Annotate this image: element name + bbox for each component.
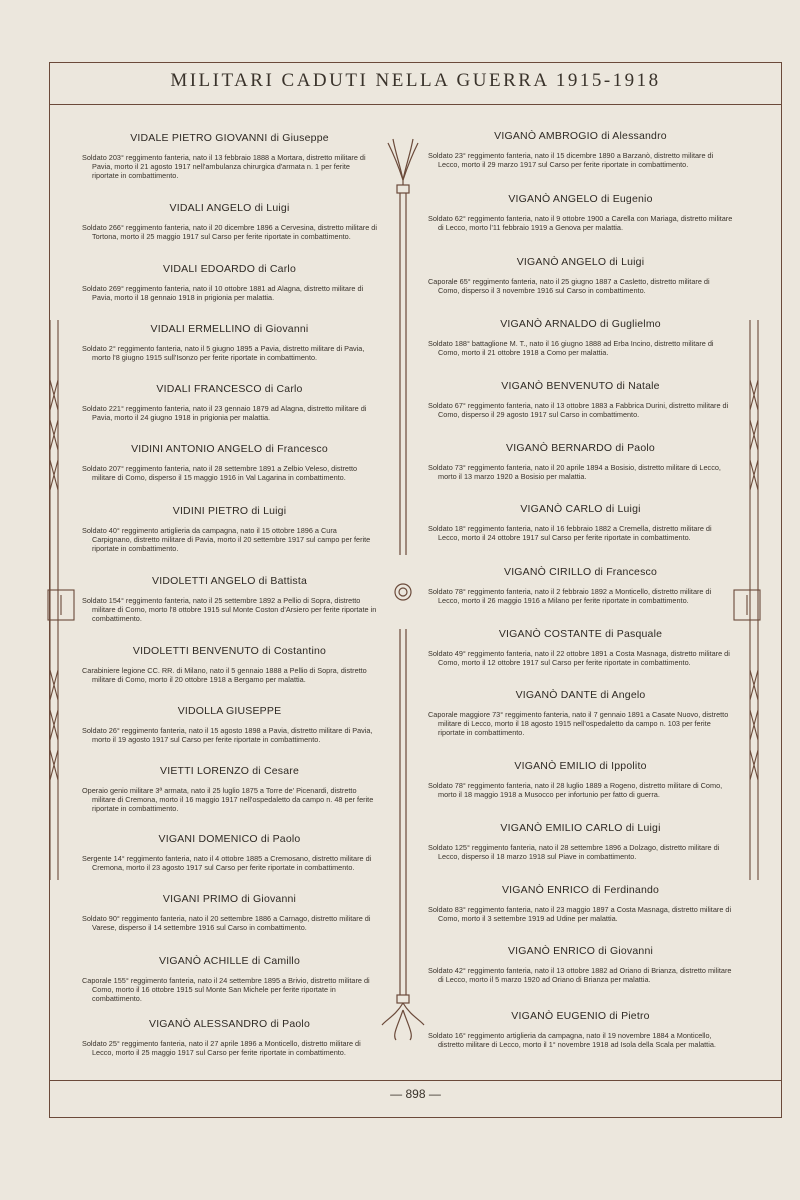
header-rule <box>49 104 782 105</box>
entry-text: Caporale 65° reggimento fanteria, nato il 25 giugno 1887 a Casletto, distretto militare di Como, disperso il 3 novembre 1916 sul Carso in combattimento. <box>428 277 710 296</box>
page-title: MILITARI CADUTI NELLA GUERRA 1915-1918 <box>170 70 661 91</box>
entry-name: VIETTI LORENZO di Cesare <box>160 765 299 777</box>
entry <box>428 689 733 738</box>
entry <box>82 443 377 482</box>
entry <box>428 822 733 861</box>
entry <box>82 202 377 241</box>
entry <box>428 628 733 667</box>
entry-text: Soldato 207° reggimento fanteria, nato il 28 settembre 1891 a Zelbio Veleso, distretto militare di Como, disperso il 15 maggio 1916 in Val Lagarina in combattimento. <box>82 464 358 483</box>
entry-text: Soldato 49° reggimento fanteria, nato il 22 ottobre 1891 a Costa Masnaga, distretto militare di Como, morto il 12 ottobre 1917 sul Carso per ferite riportate in combattimento. <box>428 649 730 668</box>
entry <box>428 945 733 984</box>
right-ornament-column <box>730 320 772 880</box>
entry <box>428 566 733 605</box>
entry <box>82 575 377 624</box>
entry-name: VIDALI ANGELO di Luigi <box>169 202 290 214</box>
entry-name: VIDALI ERMELLINO di Giovanni <box>150 323 309 335</box>
entry-text: Soldato 62° reggimento fanteria, nato il 9 ottobre 1900 a Carella con Mariaga, distretto militare di Lecco, morto l'11 febbraio 1919 a Genova per malattia. <box>428 214 733 233</box>
entry-name: VIGANÒ AMBROGIO di Alessandro <box>494 130 667 142</box>
entry-text: Soldato 73° reggimento fanteria, nato il 20 aprile 1894 a Bosisio, distretto militare di Lecco, morto il 13 marzo 1920 a Bosisio per malattia. <box>428 463 721 482</box>
entry-text: Soldato 42° reggimento fanteria, nato il 13 ottobre 1882 ad Oriano di Brianza, distretto militare di Lecco, morto il 5 marzo 1920 ad Oriano di Brianza per malattia. <box>428 966 732 985</box>
entry-name: VIGANÒ EMILIO di Ippolito <box>514 760 647 772</box>
entry-name: VIGANÒ ACHILLE di Camillo <box>159 955 300 967</box>
entry-name: VIGANÒ ENRICO di Ferdinando <box>501 884 660 896</box>
entry-name: VIGANÒ BERNARDO di Paolo <box>506 442 655 454</box>
entry-text: Soldato 16° reggimento artiglieria da campagna, nato il 19 novembre 1884 a Monticello, distretto militare di Lecco, morto il 1° novembre 1918 ad Isola della Scala per malattia. <box>428 1031 716 1050</box>
entry-name: VIGANÒ CARLO di Luigi <box>520 503 641 515</box>
entry-name: VIGANI PRIMO di Giovanni <box>162 893 297 905</box>
entry <box>82 1018 377 1057</box>
entry <box>428 442 733 481</box>
entry <box>428 130 733 169</box>
entry-name: VIDOLETTI BENVENUTO di Costantino <box>132 645 327 657</box>
entry-text: Soldato 23° reggimento fanteria, nato il 15 dicembre 1890 a Barzanò, distretto militare di Lecco, morto il 29 marzo 1917 sul Carso per ferite riportate in combattimento. <box>428 151 714 170</box>
entry-text: Soldato 18° reggimento fanteria, nato il 16 febbraio 1882 a Cremella, distretto militare di Lecco, morto il 24 ottobre 1917 sul Carso per ferite riportate in combattimento. <box>428 524 712 543</box>
entry-text: Soldato 25° reggimento fanteria, nato il 27 aprile 1896 a Monticello, distretto militare di Lecco, morto il 25 maggio 1917 sul Carso per ferite riportate in combattimento. <box>82 1039 361 1058</box>
entry-text: Soldato 2° reggimento fanteria, nato il 5 giugno 1895 a Pavia, distretto militare di Pavia, morto l'8 giugno 1915 sull'Isonzo per ferite riportate in combattimento. <box>82 344 365 363</box>
entry <box>428 193 733 232</box>
entry <box>82 705 377 744</box>
entry-text: Soldato 203° reggimento fanteria, nato il 13 febbraio 1888 a Mortara, distretto militare di Pavia, morto il 21 agosto 1917 nell'ambulanza chirurgica d'armata n. 1 per ferite riportate in combattimento. <box>82 153 366 181</box>
footer-rule-top <box>49 1080 782 1081</box>
entry-name: VIGANI DOMENICO di Paolo <box>158 833 301 845</box>
entry-text: Operaio genio militare 3ª armata, nato il 25 luglio 1875 a Torre de' Picenardi, distretto militare di Cremona, morto il 16 maggio 1917 nell'ospedaletto da campo n. 48 per ferite riportate in combattimento. <box>82 786 374 814</box>
entry <box>428 256 733 295</box>
entry-text: Sergente 14° reggimento fanteria, nato il 4 ottobre 1885 a Cremosano, distretto militare di Cremona, morto il 23 agosto 1917 sul Carso per ferite riportate in combattimento. <box>82 854 372 873</box>
entry-text: Soldato 125° reggimento fanteria, nato il 28 settembre 1896 a Dolzago, distretto militare di Lecco, disperso il 18 marzo 1918 sul Piave in combattimento. <box>428 843 720 862</box>
entry <box>82 323 377 362</box>
entry <box>428 1010 733 1049</box>
entry-text: Soldato 269° reggimento fanteria, nato il 10 ottobre 1881 ad Alagna, distretto militare di Pavia, morto il 18 gennaio 1918 in prigionia per malattia. <box>82 284 364 303</box>
entry <box>82 833 377 872</box>
entry-text: Soldato 266° reggimento fanteria, nato il 20 dicembre 1896 a Cervesina, distretto militare di Tortona, morto il 25 maggio 1917 sul Carso per ferite riportate in combattimento. <box>82 223 377 242</box>
entry-name: VIDINI ANTONIO ANGELO di Francesco <box>131 443 328 455</box>
entry <box>428 503 733 542</box>
entry-text: Caporale 155° reggimento fanteria, nato il 24 settembre 1895 a Brivio, distretto militare di Como, morto il 16 ottobre 1915 sul Monte San Michele per ferite riportate in combattimento. <box>82 976 370 1004</box>
entry-text: Caporale maggiore 73° reggimento fanteria, nato il 7 gennaio 1891 a Casate Nuovo, distretto militare di Lecco, morto il 18 agosto 1915 nell'ospedaletto da campo n. 103 per ferite riportate in combattimento. <box>428 710 729 738</box>
entry-name: VIDINI PIETRO di Luigi <box>172 505 287 517</box>
entry-name: VIDALE PIETRO GIOVANNI di Giuseppe <box>130 132 329 144</box>
entry <box>82 132 377 181</box>
entry-name: VIGANÒ ARNALDO di Guglielmo <box>500 318 661 330</box>
entry-text: Soldato 188° battaglione M. T., nato il 16 giugno 1888 ad Erba Incino, distretto militare di Como, morto il 21 ottobre 1918 a Como per malattia. <box>428 339 714 358</box>
entry <box>82 263 377 302</box>
entry-text: Soldato 83° reggimento fanteria, nato il 23 maggio 1897 a Costa Masnaga, distretto militare di Como, morto il 3 settembre 1919 ad Udine per malattia. <box>428 905 732 924</box>
entry-name: VIGANÒ ANGELO di Eugenio <box>508 193 653 205</box>
entry <box>82 645 377 684</box>
entry-text: Soldato 40° reggimento artiglieria da campagna, nato il 15 ottobre 1896 a Cura Carpignano, distretto militare di Pavia, morto il 20 settembre 1917 sul campo per ferite riportate in combattimento. <box>82 526 371 554</box>
entry-text: Carabiniere legione CC. RR. di Milano, nato il 5 gennaio 1888 a Pellio di Sopra, distretto militare di Como, morto il 20 ottobre 1918 a Bergamo per malattia. <box>82 666 367 685</box>
entry-text: Soldato 67° reggimento fanteria, nato il 13 ottobre 1883 a Fabbrica Durini, distretto militare di Como, disperso il 29 agosto 1917 sul Carso in combattimento. <box>428 401 729 420</box>
entry-text: Soldato 78° reggimento fanteria, nato il 2 febbraio 1892 a Monticello, distretto militare di Lecco, morto il 26 maggio 1916 a Milano per ferite riportate in combattimento. <box>428 587 712 606</box>
entry <box>82 893 377 932</box>
entry-name: VIDALI FRANCESCO di Carlo <box>156 383 303 395</box>
entry-text: Soldato 78° reggimento fanteria, nato il 28 luglio 1889 a Rogeno, distretto militare di Como, morto il 18 maggio 1918 a Musocco per infortunio per fatto di guerra. <box>428 781 723 800</box>
entry <box>428 380 733 419</box>
entry-name: VIGANÒ EMILIO CARLO di Luigi <box>500 822 661 834</box>
entry-name: VIGANÒ ALESSANDRO di Paolo <box>148 1018 310 1030</box>
entry-name: VIGANÒ CIRILLO di Francesco <box>503 566 658 578</box>
entry-name: VIGANÒ DANTE di Angelo <box>515 689 646 701</box>
entry <box>82 505 377 554</box>
entry-name: VIGANÒ BENVENUTO di Natale <box>501 380 660 392</box>
entry-name: VIGANÒ ANGELO di Luigi <box>516 256 645 268</box>
entry-text: Soldato 90° reggimento fanteria, nato il 20 settembre 1886 a Carnago, distretto militare di Varese, disperso il 14 settembre 1916 sul Carso in combattimento. <box>82 914 371 933</box>
entry-name: VIGANÒ EUGENIO di Pietro <box>511 1010 650 1022</box>
entry-name: VIGANÒ ENRICO di Giovanni <box>507 945 654 957</box>
entry <box>82 765 377 814</box>
entry <box>82 383 377 422</box>
left-ornament-column <box>36 320 78 880</box>
entry-text: Soldato 154° reggimento fanteria, nato il 25 settembre 1892 a Pellio di Sopra, distretto militare di Como, morto l'8 ottobre 1915 sul Monte Coston d'Arsiero per ferite riportate in combattimento. <box>82 596 377 624</box>
entry <box>428 760 733 799</box>
entry-text: Soldato 26° reggimento fanteria, nato il 15 agosto 1898 a Pavia, distretto militare di Pavia, morto il 19 agosto 1917 sul Carso per ferite riportate in combattimento. <box>82 726 373 745</box>
central-ornament-column <box>378 135 428 1070</box>
entry <box>82 955 377 1004</box>
entry-name: VIDOLETTI ANGELO di Battista <box>152 575 307 587</box>
entry <box>428 884 733 923</box>
entry-name: VIDALI EDOARDO di Carlo <box>163 263 296 275</box>
entry <box>428 318 733 357</box>
entry-name: VIDOLLA GIUSEPPE <box>177 705 282 717</box>
page-number: — 898 — <box>390 1087 441 1101</box>
entry-name: VIGANÒ COSTANTE di Pasquale <box>498 628 663 640</box>
entry-text: Soldato 221° reggimento fanteria, nato il 23 gennaio 1879 ad Alagna, distretto militare di Pavia, morto il 24 giugno 1918 in prigionia per malattia. <box>82 404 367 423</box>
